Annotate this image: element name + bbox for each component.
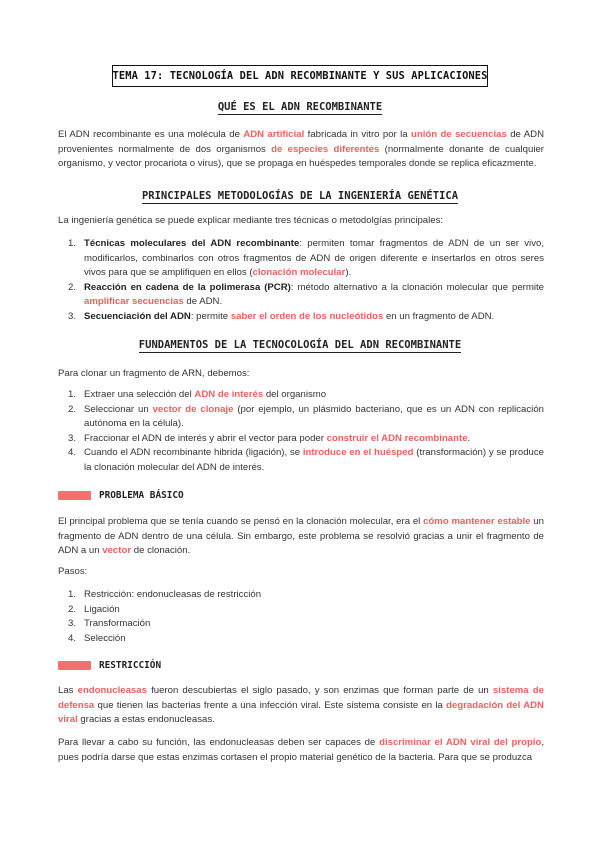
list-item-number: 1.: [67, 589, 76, 600]
list-metodologias: [58, 237, 544, 325]
highlighted-text: clonación molecular: [252, 267, 346, 279]
text-run: Transformación: [84, 618, 151, 630]
text-run: Fraccionar el ADN de interés y abrir el vector para poder: [84, 432, 327, 444]
document-title-box: [112, 65, 488, 87]
text-run: Cuando el ADN recombinante hibrida (ligación), se: [84, 447, 303, 459]
text-run: gracias a estas endonucleasas.: [77, 714, 215, 726]
paragraph-metodologias-intro: La ingeniería genética se puede explicar mediante tres técnicas o metodolgías principales:: [58, 215, 444, 226]
highlighted-text: ADN de interés: [194, 389, 264, 400]
list-item-number: 4.: [67, 632, 76, 644]
text-run: : permiten tomar fragmentos de ADN de un ser vivo, modificarlos, combinarlos con otros fragmentos de ADN de origen diferente e insertarlos en otros seres vivos para que se amplifiquen en ellos (: [84, 238, 544, 279]
list-fundamentos: [58, 388, 544, 476]
text-run: que tienen las bacterias frente a una infección viral. Este sistema consiste en la: [94, 699, 447, 711]
list-item-number: 3.: [67, 432, 76, 444]
subheading-problema-basico: PROBLEMA BÁSICO: [58, 488, 184, 502]
list-item: [58, 432, 544, 447]
highlight-bar: [58, 491, 91, 500]
list-item: [58, 281, 544, 310]
bold-text: Reacción en cadena de la polimerasa (PCR): [84, 281, 291, 293]
list-item: [58, 603, 544, 618]
highlighted-text: de especies diferentes: [271, 143, 380, 155]
list-item-text: [84, 446, 544, 475]
highlighted-text: amplificar secuencias: [84, 296, 184, 308]
text-run: Selección: [84, 632, 126, 644]
heading-fundamentos: FUNDAMENTOS DE LA TECNOCOLOGÍA DEL ADN RECOMBINANTE: [138, 339, 462, 351]
list-item-number: 2.: [67, 281, 76, 293]
bold-text: Técnicas moleculares del ADN recombinante: [84, 238, 300, 249]
text-run: (por ejemplo, un plásmido bacteriano, que es un ADN con replicación autónoma en la célula).: [84, 403, 544, 430]
text-run: de ADN provenientes normalmente de dos organismos: [58, 129, 545, 155]
highlighted-text: sistema de defensa: [58, 685, 544, 711]
highlighted-text: vector de clonaje: [152, 403, 234, 415]
highlighted-text: endonucleasas: [77, 685, 147, 696]
list-item-number: 2.: [67, 603, 76, 615]
list-item: [58, 617, 544, 632]
highlighted-text: discriminar el ADN viral del propio: [379, 737, 542, 748]
text-run: un fragmento de ADN dentro de una célula. Sin embargo, este problema se resolvió gracias a unir el fragmento de ADN a un: [58, 516, 544, 557]
list-item-text: [84, 632, 544, 647]
paragraph-funcion: [58, 736, 544, 765]
highlighted-text: vector: [102, 545, 132, 557]
paragraph-fundamentos-intro: Para clonar un fragmento de ARN, debemos:: [58, 368, 250, 379]
text-run: , pues podría darse que estas enzimas cortasen el propio material genético de la bacteria. Para que se produzca: [58, 737, 545, 763]
list-item: [58, 310, 544, 325]
list-item-text: [84, 432, 544, 447]
list-item-text: [84, 388, 544, 403]
list-item: [58, 237, 544, 281]
heading-que-es: QUÉ ES EL ADN RECOMBINANTE: [217, 101, 383, 113]
list-item: [58, 446, 544, 475]
bold-text: Secuenciación del ADN: [84, 310, 191, 322]
text-run: : permite: [190, 310, 231, 322]
text-run: (transformación) y se produce la clonación molecular del ADN de interés.: [84, 447, 544, 473]
list-item-number: 3.: [67, 618, 76, 630]
list-item: [58, 388, 544, 403]
list-item-text: [84, 237, 544, 281]
text-run: Ligación: [84, 603, 120, 615]
list-item-text: [84, 617, 544, 632]
highlighted-text: ADN artificial: [243, 129, 305, 140]
highlight-bar: [58, 661, 91, 670]
text-run: El principal problema que se tenía cuando se pensó en la clonación molecular, era el: [58, 516, 424, 527]
text-run: Para llevar a cabo su función, las endonucleasas deben ser capaces de: [58, 737, 380, 748]
text-run: Seleccionar un: [84, 403, 153, 415]
text-run: Las: [58, 685, 78, 696]
text-run: (normalmente donante de cualquier organismo, y vector procariota o virus), que se propaga en huéspedes temporales donde se replica eficazmente.: [58, 143, 544, 170]
list-item-text: [84, 603, 544, 618]
list-item-text: [84, 281, 544, 310]
highlighted-text: construir el ADN recombinante: [326, 432, 468, 444]
text-run: : método alternativo a la clonación molecular que permite: [290, 281, 544, 293]
paragraph-pasos-label: Pasos:: [58, 566, 88, 577]
highlighted-text: introduce en el huésped: [302, 447, 414, 459]
paragraph-definition: [58, 128, 544, 172]
text-run: en un fragmento de ADN.: [383, 310, 495, 322]
list-item-number: 4.: [67, 447, 76, 459]
list-item-text: [84, 403, 544, 432]
list-item-text: [84, 588, 544, 603]
text-run: .: [467, 432, 471, 444]
text-run: El ADN recombinante es una molécula de: [58, 129, 244, 140]
highlighted-text: saber el orden de los nucleótidos: [230, 310, 384, 322]
list-item-number: 2.: [67, 403, 76, 415]
text-run: de ADN.: [183, 296, 223, 308]
text-run: fabricada in vitro por la: [304, 129, 411, 140]
text-run: de clonación.: [131, 545, 191, 557]
text-run: Extraer una selección del: [84, 389, 195, 400]
list-item-number: 3.: [67, 310, 76, 322]
list-pasos: [58, 588, 544, 646]
text-run: fueron descubiertas el siglo pasado, y son enzimas que forman parte de un: [146, 685, 493, 696]
text-run: Restricción: endonucleasas de restricción: [84, 589, 262, 600]
list-item: [58, 632, 544, 647]
text-run: del organismo: [263, 389, 327, 400]
highlighted-text: cómo mantener estable: [423, 516, 531, 527]
subheading-restriccion: RESTRICCIÓN: [58, 658, 161, 672]
list-item: [58, 588, 544, 603]
paragraph-problema: [58, 515, 544, 559]
list-item: [58, 403, 544, 432]
highlighted-text: degradación del ADN viral: [58, 699, 544, 726]
highlighted-text: unión de secuencias: [411, 129, 507, 140]
heading-metodologias: PRINCIPALES METODOLOGÍAS DE LA INGENIERÍA GENÉTICA: [141, 190, 459, 202]
list-item-number: 1.: [67, 238, 76, 249]
list-item-number: 1.: [67, 389, 76, 400]
paragraph-endonucleasas: [58, 684, 544, 728]
list-item-text: [84, 310, 544, 325]
document-title: TEMA 17: TECNOLOGÍA DEL ADN RECOMBINANTE Y SUS APLICACIONES: [112, 70, 488, 82]
text-run: ).: [345, 267, 352, 279]
